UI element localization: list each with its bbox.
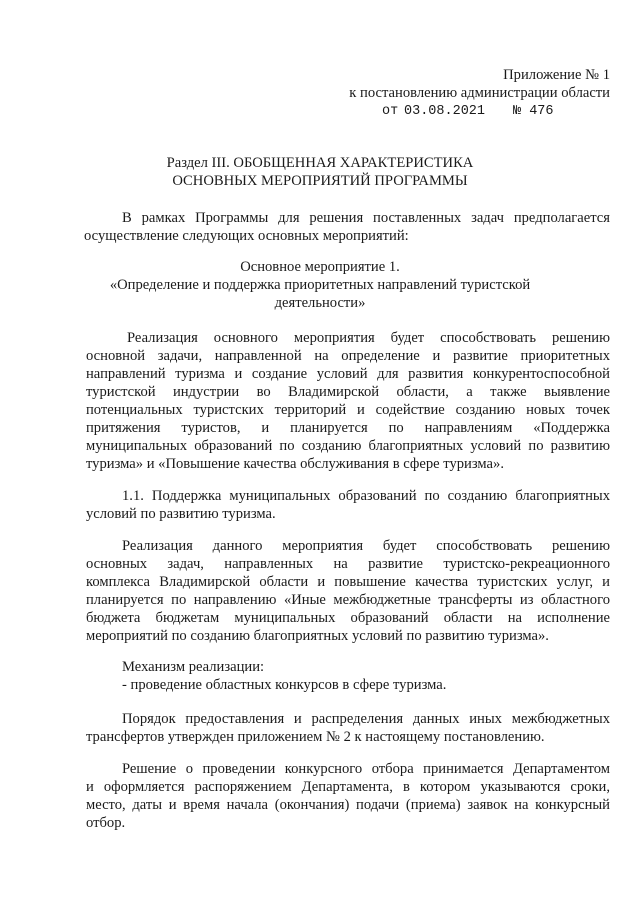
paragraph-line: притяжения туристов, и планируется по направлениям «Поддержка xyxy=(86,420,610,436)
section-title-line1: Раздел III. ОБОБЩЕННАЯ ХАРАКТЕРИСТИКА xyxy=(166,155,474,171)
activity-title-line1: Основное мероприятие 1. xyxy=(240,259,400,275)
paragraph-line: туристской индустрии во Владимирской области, а также выявление xyxy=(86,384,610,400)
resolution-date: 03.08.2021 xyxy=(404,104,486,119)
activity-title-line2: «Определение и поддержка приоритетных направлений туристской xyxy=(109,277,531,293)
paragraph-line: место, даты и время начала (окончания) подачи (приема) заявок на конкурсный xyxy=(86,797,610,813)
paragraph-line: Порядок предоставления и распределения данных иных межбюджетных xyxy=(122,711,610,727)
mechanism-heading: Механизм реализации: xyxy=(122,659,265,675)
paragraph-line: бюджета бюджетам муниципальных образований области на исполнение xyxy=(86,610,610,626)
intro-line2: осуществление следующих основных мероприятий: xyxy=(84,228,409,244)
paragraph-line: комплекса Владимирской области и повышение качества туристских услуг, и xyxy=(86,574,610,590)
mechanism-item: - проведение областных конкурсов в сфере туризма. xyxy=(122,677,447,693)
paragraph-line: Реализация основного мероприятия будет способствовать решению xyxy=(127,330,610,346)
date-prefix: от xyxy=(382,104,399,119)
paragraph-line: трансфертов утвержден приложением № 2 к настоящему постановлению. xyxy=(86,729,545,745)
subsection-1-1-line1: 1.1. Поддержка муниципальных образований по созданию благоприятных xyxy=(122,488,610,504)
subsection-1-1-line2: условий по развитию туризма. xyxy=(86,506,276,522)
paragraph-line: Реализация данного мероприятия будет способствовать решению xyxy=(122,538,610,554)
paragraph-line: муниципальных образований по созданию благоприятных условий по развитию xyxy=(86,438,610,454)
paragraph-line: основной задачи, направленной на определение и развитие приоритетных xyxy=(86,348,610,364)
paragraph-line: планируется по направлению «Иные межбюджетные трансферты из областного xyxy=(86,592,610,608)
resolution-reference: к постановлению администрации области xyxy=(349,85,610,101)
paragraph-line: мероприятий по созданию благоприятных условий по развитию туризма». xyxy=(86,628,549,644)
paragraph-line: направлений туризма и создание условий для развития конкурентоспособной xyxy=(86,366,610,382)
resolution-number: № 476 xyxy=(513,104,554,119)
activity-title-line3: деятельности» xyxy=(274,295,366,311)
paragraph-line: отбор. xyxy=(86,815,126,831)
paragraph-line: основных задач, направленных на развитие туристско-рекреационного xyxy=(86,556,610,572)
appendix-label: Приложение № 1 xyxy=(503,67,610,83)
section-title-line2: ОСНОВНЫХ МЕРОПРИЯТИЙ ПРОГРАММЫ xyxy=(172,173,468,189)
paragraph-line: Решение о проведении конкурсного отбора принимается Департаментом xyxy=(122,761,610,777)
intro-line1: В рамках Программы для решения поставленных задач предполагается xyxy=(122,210,610,226)
paragraph-line: потенциальных туристских территорий и содействие созданию новых точек xyxy=(86,402,610,418)
paragraph-line: и оформляется распоряжением Департамента, в котором указываются сроки, xyxy=(86,779,610,795)
paragraph-line: туризма» и «Повышение качества обслуживания в сфере туризма». xyxy=(86,456,504,472)
